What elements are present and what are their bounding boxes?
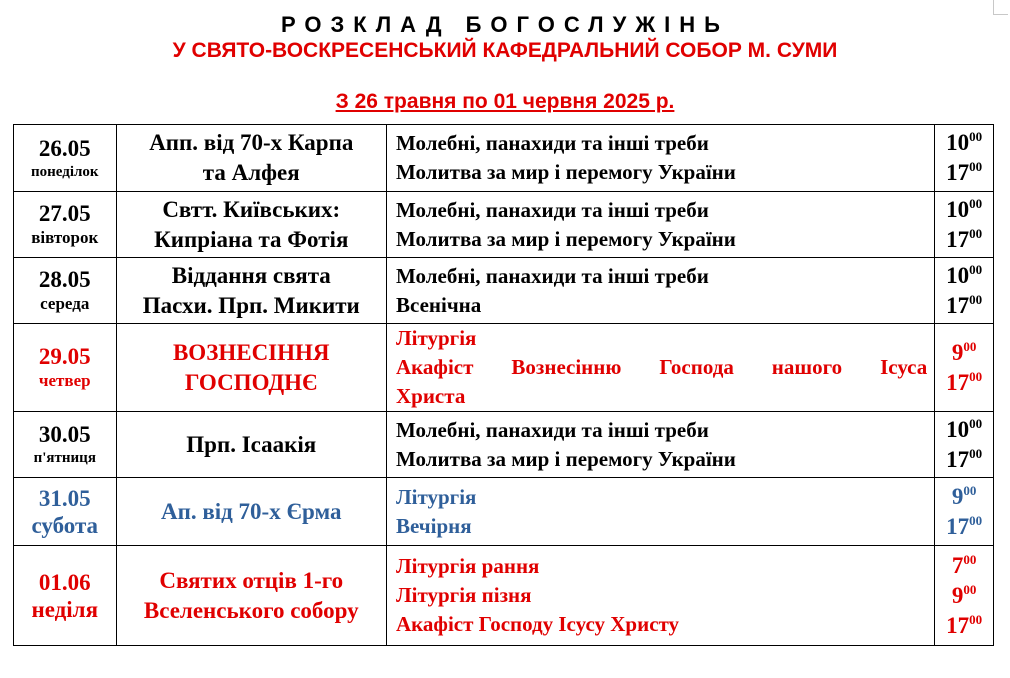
saint-line: Апп. від 70-х Карпа	[149, 130, 354, 155]
weekday: четвер	[38, 371, 91, 390]
date: 31.05	[38, 485, 91, 511]
time: $9^{00}$	[951, 338, 977, 365]
saint-line: Пасхи. Прп. Микити	[142, 292, 360, 318]
schedule-table	[13, 124, 994, 646]
times-cell	[935, 258, 994, 324]
time: $17^{00}$	[946, 445, 983, 472]
service-item: Літургія пізня	[395, 583, 532, 607]
date-cell	[14, 412, 117, 478]
services-cell	[386, 478, 934, 546]
service-item: Літургія рання	[395, 554, 540, 578]
service-item: Молебні, панахиди та інші треби	[395, 197, 709, 222]
weekday: субота	[31, 512, 99, 538]
service-item: Молитва за мир і перемогу України	[395, 446, 736, 471]
saint-line: Вселенського собору	[143, 597, 359, 623]
services-cell	[386, 125, 934, 192]
saint-line: ГОСПОДНЄ	[184, 369, 318, 395]
weekday: неділя	[31, 596, 99, 622]
weekday: середа	[40, 294, 90, 313]
times-cell	[935, 324, 994, 412]
service-item: Літургія	[395, 484, 477, 509]
saint-line: Свтт. Київських:	[162, 196, 341, 222]
saint-line: ВОЗНЕСІННЯ	[172, 339, 330, 365]
weekday: вівторок	[31, 228, 99, 247]
page-subtitle: У СВЯТО-ВОСКРЕСЕНСЬКИЙ КАФЕДРАЛЬНИЙ СОБОР М. СУМИ	[172, 39, 838, 62]
weekday: п'ятниця	[33, 450, 96, 466]
service-item: Молитва за мир і перемогу України	[395, 226, 736, 251]
saint-cell	[116, 258, 386, 324]
saint-line: Прп. Ісаакія	[186, 431, 317, 457]
saint-cell	[116, 192, 386, 258]
schedule-row	[14, 412, 994, 478]
date-cell	[14, 192, 117, 258]
time: $17^{00}$	[946, 159, 983, 185]
saint-line: Ап. від 70-х Єрма	[160, 498, 342, 524]
time: $10^{00}$	[946, 415, 983, 442]
service-item: Акафіст Вознесінню Господа нашого Ісуса	[395, 355, 928, 379]
date: 28.05	[38, 267, 91, 292]
date-cell	[14, 125, 117, 192]
date-cell	[14, 546, 117, 646]
services-cell	[386, 258, 934, 324]
times-cell	[935, 478, 994, 546]
saint-cell	[116, 125, 386, 192]
time: $10^{00}$	[946, 261, 983, 288]
date: 29.05	[38, 344, 91, 369]
saint-line: Кипріана та Фотія	[154, 226, 349, 252]
time: $17^{00}$	[946, 291, 983, 318]
schedule-row	[14, 192, 994, 258]
time: $17^{00}$	[946, 225, 983, 252]
page-title: РОЗКЛАД БОГОСЛУЖІНЬ	[280, 12, 729, 37]
service-item: Молебні, панахиди та інші треби	[395, 263, 709, 288]
service-item: Молебні, панахиди та інші треби	[395, 131, 709, 155]
saint-line: та Алфея	[202, 160, 300, 185]
time: $7^{00}$	[951, 551, 977, 578]
date-cell	[14, 478, 117, 546]
date-cell	[14, 324, 117, 412]
services-cell	[386, 192, 934, 258]
service-item: Вечірня	[395, 513, 472, 538]
services-cell	[386, 412, 934, 478]
date: 01.06	[38, 569, 91, 595]
service-item: Христа	[395, 384, 466, 408]
time: $9^{00}$	[951, 482, 977, 509]
saint-cell	[116, 478, 386, 546]
service-item: Молебні, панахиди та інші треби	[395, 417, 709, 442]
service-item: Всенічна	[395, 292, 482, 317]
service-item: Акафіст Господу Ісусу Христу	[395, 612, 680, 636]
date: 30.05	[38, 422, 91, 447]
date: 27.05	[38, 201, 91, 226]
times-cell	[935, 192, 994, 258]
saint-cell	[116, 412, 386, 478]
service-item: Молитва за мир і перемогу України	[395, 160, 736, 184]
date-cell	[14, 258, 117, 324]
date: 26.05	[38, 135, 91, 161]
schedule-row	[14, 546, 994, 646]
weekday: понеділок	[30, 163, 99, 180]
times-cell	[935, 412, 994, 478]
saint-cell	[116, 324, 386, 412]
schedule-row	[14, 125, 994, 192]
schedule-row	[14, 478, 994, 546]
time: $9^{00}$	[951, 581, 977, 608]
saint-cell	[116, 546, 386, 646]
times-cell	[935, 125, 994, 192]
time: $10^{00}$	[946, 129, 983, 155]
time: $17^{00}$	[946, 611, 983, 638]
times-cell	[935, 546, 994, 646]
time: $10^{00}$	[946, 195, 983, 222]
schedule-row	[14, 324, 994, 412]
time: $17^{00}$	[946, 368, 983, 395]
saint-line: Святих отців 1-го	[159, 567, 344, 593]
schedule-row	[14, 258, 994, 324]
time: $17^{00}$	[946, 512, 983, 539]
services-cell	[386, 546, 934, 646]
schedule-period: З 26 травня по 01 червня 2025 р.	[335, 90, 675, 113]
saint-line: Віддання свята	[171, 262, 331, 288]
services-cell	[386, 324, 934, 412]
service-item: Літургія	[395, 326, 477, 350]
